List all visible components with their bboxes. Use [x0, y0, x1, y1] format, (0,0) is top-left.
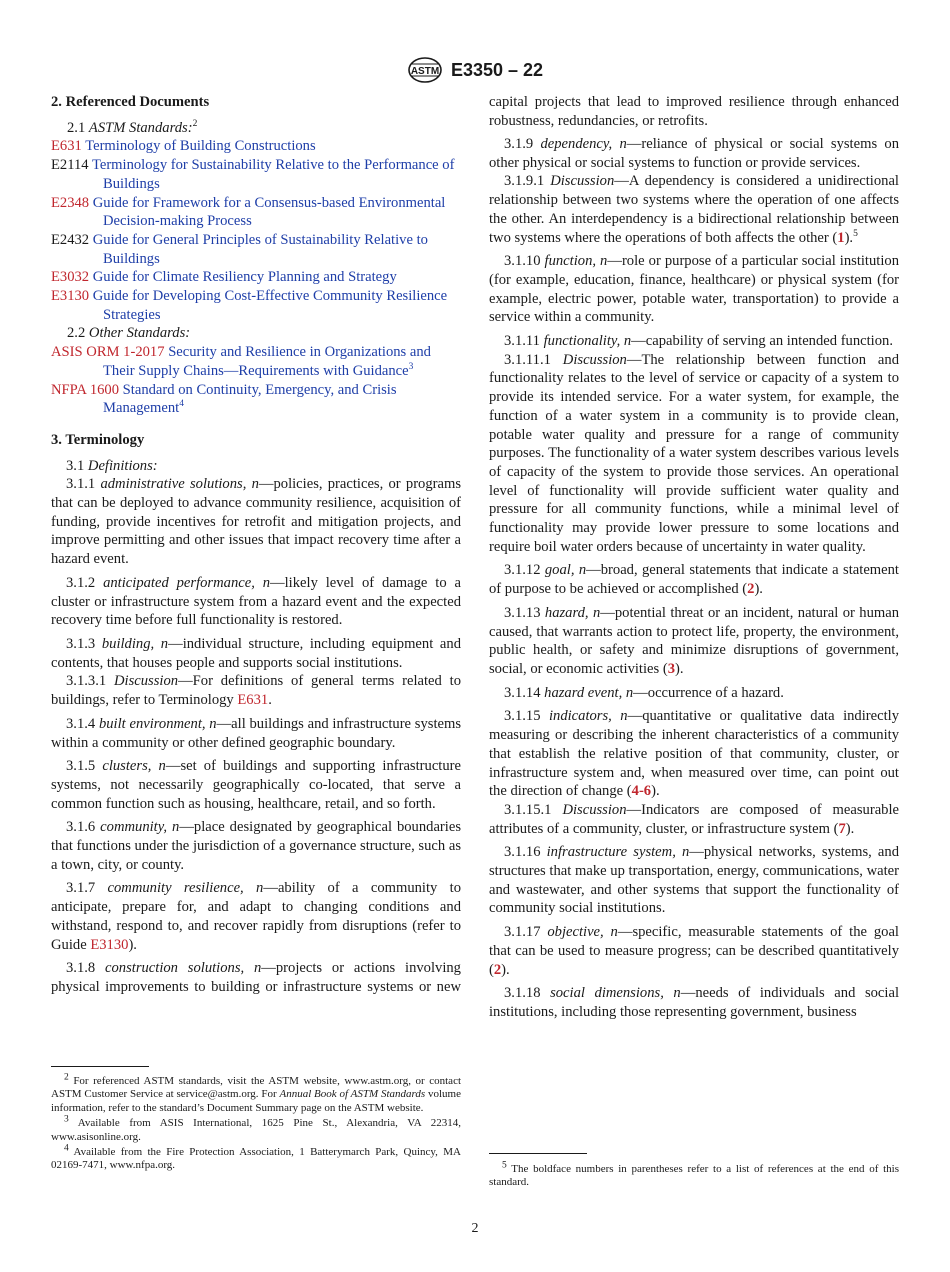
term-3-1-14: 3.1.14 hazard event, n—occurrence of a hazard. — [504, 684, 784, 701]
footnote-rule-right — [489, 1153, 587, 1154]
ref-e2114[interactable]: E2114 Terminology for Sustainability Relative to the Performance of Buildings — [51, 157, 455, 192]
term-3-1-8: 3.1.8 construction solutions, n—projects or actions involving physical improvements to building or infrastructure systems or new — [51, 960, 461, 995]
left-column — [51, 93, 461, 1001]
footnote-2: $^2$ For referenced ASTM standards, visit the ASTM website, www.astm.org, or contact ASTM Customer Service at service@astm.org. For Annual Book of ASTM Standards volume information, refer to the standard’s Document Summary page on the ASTM website. — [51, 1072, 462, 1114]
term-3-1-2: 3.1.2 anticipated performance, n—likely level of damage to a cluster or infrastructure system from a hazard event and the expected recovery time before full functionality is restored. — [51, 574, 461, 629]
ref-4-6-link[interactable]: 4-6 — [631, 783, 652, 800]
ref-e3130[interactable]: E3130 Guide for Developing Cost-Effective Community Resilience Strategies — [51, 288, 448, 323]
other-standards-label: 2.2 Other Standards: — [67, 325, 191, 342]
footnote-4: $^4$ Available from the Fire Protection Association, 1 Batterymarch Park, Quincy, MA 02169-7471, www.nfpa.org. — [51, 1143, 461, 1172]
term-3-1-3: 3.1.3 building, n—individual structure, including equipment and contents, that houses people and supports social institutions. — [51, 635, 461, 671]
standard-designation: E3350 – 22 — [450, 59, 544, 80]
section-2-heading: 2. Referenced Documents — [51, 94, 210, 110]
term-3-1-6: 3.1.6 community, n—place designated by geographical boundaries that functions under the jurisdiction of a governance structure, such as a town, city, or county. — [51, 819, 461, 873]
link-e631[interactable]: E631 — [237, 692, 269, 709]
term-3-1-9-1: 3.1.9.1 Discussion—A dependency is considered a unidirectional relationship between two systems where the operation of one affects the other. An interdependency is a bidirectional relationship between two systems where the operations of both affects the other (1).$^5$ — [489, 173, 899, 246]
ref-1-link[interactable]: 1 — [837, 229, 845, 246]
footnote-3: $^3$ Available from ASIS International, 1625 Pine St., Alexandria, VA 22314, www.asisonline.org. — [51, 1114, 461, 1143]
section-3-heading: 3. Terminology — [51, 431, 145, 448]
ref-3-link[interactable]: 3 — [667, 660, 676, 677]
ref-e3032[interactable]: E3032 Guide for Climate Resiliency Planning and Strategy — [51, 269, 397, 286]
ref-2b-link[interactable]: 2 — [493, 961, 502, 978]
footnote-rule-left — [51, 1066, 149, 1067]
ref-7-link[interactable]: 7 — [838, 820, 846, 837]
term-3-1-10: 3.1.10 function, n—role or purpose of a particular social institution (for example, education, finance, healthcare) or physical system (for example, electric power, potable water, transportation) to provide a service within a community. — [489, 253, 899, 326]
right-column — [489, 93, 899, 1027]
ref-nfpa-1600[interactable]: NFPA 1600 Standard on Continuity, Emergency, and Crisis Management$^4$ — [51, 381, 397, 417]
svg-text:ASTM: ASTM — [410, 66, 440, 77]
term-3-1-13: 3.1.13 hazard, n—potential threat or an incident, natural or human caused, that warrants action to protect life, property, the environment, public health, or safety and minimize disruptions of government, social, or economic activities (3). — [489, 604, 899, 677]
astm-standards-label: 2.1 ASTM Standards:$^2$ — [67, 118, 198, 136]
definitions-label: 3.1 Definitions: — [66, 457, 158, 474]
link-e3130[interactable]: E3130 — [90, 936, 129, 953]
term-3-1-3-1: 3.1.3.1 Discussion—For definitions of general terms related to buildings, refer to Terminology E631. — [51, 673, 462, 709]
term-3-1-7: 3.1.7 community resilience, n—ability of a community to anticipate, prepare for, and adapt to changing conditions and withstand, respond to, and recover rapidly from disruptions (refer to Guide E3130). — [51, 880, 461, 953]
term-3-1-9: 3.1.9 dependency, n—reliance of physical or social systems on other physical or social systems to function or provide services. — [489, 136, 899, 171]
term-3-1-11-1: 3.1.11.1 Discussion—The relationship between function and functionality relates to the level of service or capacity of a system to provide its intended service. For a water system, for example, the function of a water system in a community is to provide clean, potable water quality and pressure for a range of community purposes. The functionality of a water system describes various levels of capacity of the system to provide those services. An operational level of functionality will provide sufficient water quality and pressure for all community functions, while a minimal level of functionality may provide lower pressure to some locations and require boil water orders because of uncertainty in water quality. — [489, 351, 899, 555]
ref-e2348[interactable]: E2348 Guide for Framework for a Consensus-based Environmental Decision-making Process — [51, 194, 446, 230]
term-3-1-18: 3.1.18 social dimensions, n—needs of individuals and social institutions, including those representing government, business — [489, 985, 899, 1020]
term-3-1-5: 3.1.5 clusters, n—set of buildings and supporting infrastructure systems, not necessarily geographically co-located, that serve a common function such as housing, healthcare, retail, and so forth. — [51, 758, 461, 812]
footnote-5: $^5$ The boldface numbers in parentheses refer to a list of references at the end of this standard. — [489, 1160, 899, 1189]
ref-e631[interactable]: E631 Terminology of Building Constructions — [51, 138, 316, 155]
footnotes-left — [51, 1072, 462, 1175]
term-3-1-12: 3.1.12 goal, n—broad, general statements that indicate a statement of purpose to be achieved or accomplished (2). — [489, 562, 899, 598]
term-3-1-15: 3.1.15 indicators, n—quantitative or qualitative data indirectly measuring or describing the inherent characteristics of a community that establish the relative position of that community, cluster, or infrastructure system and, when measured over time, can point out the direction of change (4-6). — [489, 708, 899, 800]
ref-asis-orm[interactable]: ASIS ORM 1-2017 Security and Resilience in Organizations and Their Supply Chains—Requirements with Guidance$^3$ — [51, 344, 431, 379]
page-header — [0, 56, 950, 89]
term-3-1-15-1: 3.1.15.1 Discussion—Indicators are composed of measurable attributes of a community, cluster, or infrastructure system (7). — [489, 801, 899, 837]
footnotes-right — [489, 1160, 899, 1192]
term-3-1-4: 3.1.4 built environment, n—all buildings and infrastructure systems within a community or other defined geographic boundary. — [51, 715, 462, 751]
page-number: 2 — [471, 1221, 479, 1236]
astm-logo-icon — [407, 56, 443, 84]
term-3-1-17: 3.1.17 objective, n—specific, measurable statements of the goal that can be used to measure progress; can be described quantitatively (2). — [489, 924, 899, 978]
ref-e2432[interactable]: E2432 Guide for General Principles of Sustainability Relative to Buildings — [51, 231, 428, 267]
term-3-1-16: 3.1.16 infrastructure system, n—physical networks, systems, and structures that make up transportation, energy, communications, water and wastewater, and other systems that support the functionality of community social institutions. — [489, 844, 899, 917]
term-3-1-11: 3.1.11 functionality, n—capability of serving an intended function. — [504, 333, 893, 350]
ref-2-link[interactable]: 2 — [747, 581, 755, 598]
term-3-1-8-continued: capital projects that lead to improved resilience through enhanced robustness, redundancies, or retrofits. — [489, 94, 899, 130]
term-3-1-1: 3.1.1 administrative solutions, n—policies, practices, or programs that can be deployed to advance community resilience, acquisition of funding, provide incentives for retrofit and mitigation projects, and improve permitting and other issues that impact recovery time after a hazard event. — [51, 476, 462, 568]
